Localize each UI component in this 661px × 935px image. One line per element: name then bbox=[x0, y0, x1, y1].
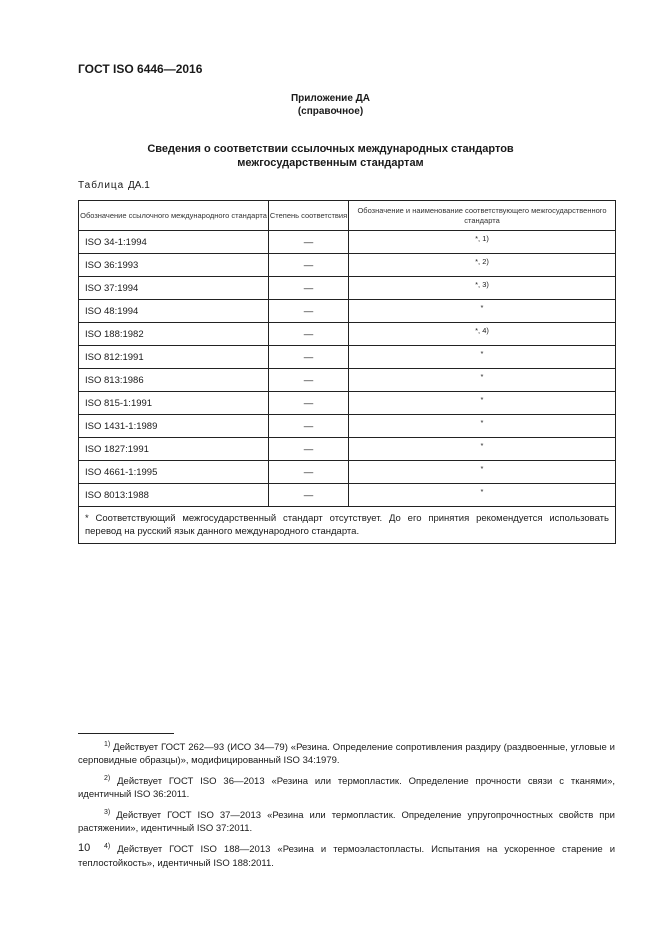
degree-cell: — bbox=[269, 323, 349, 346]
table-row bbox=[79, 369, 616, 392]
footnote-mark: 2) bbox=[104, 775, 111, 783]
table-row bbox=[79, 415, 616, 438]
standard-cell: ISO 8013:1988 bbox=[79, 484, 269, 507]
footnote bbox=[78, 772, 615, 801]
standard-cell: ISO 812:1991 bbox=[79, 346, 269, 369]
equivalent-cell: * bbox=[349, 484, 616, 507]
equivalent-cell: * bbox=[349, 300, 616, 323]
table-row bbox=[79, 231, 616, 254]
appendix-title: Приложение ДА bbox=[290, 93, 371, 104]
footnote bbox=[78, 840, 615, 869]
equivalent-cell: * bbox=[349, 369, 616, 392]
footnote-text: Действует ГОСТ ISO 188—2013 «Резина и термоэластопласты. Испытания на ускоренное старение и теплостойкость», идентичный ISO 188:2011. bbox=[78, 844, 616, 869]
appendix-subtitle: (справочное) bbox=[297, 106, 364, 117]
equivalent-cell: *, 2) bbox=[349, 254, 616, 277]
table-caption-number: ДА.1 bbox=[128, 180, 150, 191]
standard-cell: ISO 48:1994 bbox=[79, 300, 269, 323]
table-row bbox=[79, 300, 616, 323]
equivalent-cell: * bbox=[349, 392, 616, 415]
standard-cell: ISO 188:1982 bbox=[79, 323, 269, 346]
degree-cell: — bbox=[269, 484, 349, 507]
degree-cell: — bbox=[269, 254, 349, 277]
standards-table bbox=[78, 200, 616, 544]
degree-cell: — bbox=[269, 277, 349, 300]
standard-cell: ISO 4661-1:1995 bbox=[79, 461, 269, 484]
footnote-divider bbox=[78, 733, 174, 734]
equivalent-cell: *, 4) bbox=[349, 323, 616, 346]
footnotes bbox=[78, 738, 615, 875]
footnote-text: Действует ГОСТ ISO 36—2013 «Резина или термопластик. Определение прочности связи с тканями», идентичный ISO 36:2011. bbox=[78, 776, 615, 801]
header-degree-of-conformity: Степень соответствия bbox=[269, 201, 349, 231]
document-code: ГОСТ ISO 6446—2016 bbox=[78, 62, 203, 76]
table-row bbox=[79, 346, 616, 369]
page-number: 10 bbox=[78, 842, 91, 854]
standard-cell: ISO 1827:1991 bbox=[79, 438, 269, 461]
standard-cell: ISO 37:1994 bbox=[79, 277, 269, 300]
standard-cell: ISO 1431-1:1989 bbox=[79, 415, 269, 438]
equivalent-cell: *, 1) bbox=[349, 231, 616, 254]
degree-cell: — bbox=[269, 438, 349, 461]
table-row bbox=[79, 323, 616, 346]
degree-cell: — bbox=[269, 369, 349, 392]
equivalent-cell: * bbox=[349, 438, 616, 461]
degree-cell: — bbox=[269, 415, 349, 438]
equivalent-cell: * bbox=[349, 346, 616, 369]
header-international-standard: Обозначение ссылочного международного стандарта bbox=[79, 201, 269, 231]
standard-cell: ISO 813:1986 bbox=[79, 369, 269, 392]
table-caption bbox=[78, 180, 150, 191]
degree-cell: — bbox=[269, 461, 349, 484]
standard-cell: ISO 815-1:1991 bbox=[79, 392, 269, 415]
standard-cell: ISO 34-1:1994 bbox=[79, 231, 269, 254]
table-note: * Соответствующий межгосударственный стандарт отсутствует. До его принятия рекомендуется использовать перевод на русский язык данного международного стандарта. bbox=[79, 507, 616, 544]
table-row bbox=[79, 392, 616, 415]
degree-cell: — bbox=[269, 231, 349, 254]
header-interstate-standard: Обозначение и наименование соответствующего межгосударственного стандарта bbox=[349, 201, 616, 231]
table-row bbox=[79, 438, 616, 461]
degree-cell: — bbox=[269, 392, 349, 415]
table-caption-label: Таблица bbox=[78, 180, 125, 191]
footnote-mark: 1) bbox=[104, 741, 111, 748]
table-row bbox=[79, 484, 616, 507]
table-row bbox=[79, 461, 616, 484]
standard-cell: ISO 36:1993 bbox=[79, 254, 269, 277]
equivalent-cell: * bbox=[349, 415, 616, 438]
degree-cell: — bbox=[269, 300, 349, 323]
footnote-text: Действует ГОСТ ISO 37—2013 «Резина или термопластик. Определение упругопрочностных свойств при растяжении», идентичный ISO 37:2011. bbox=[78, 810, 615, 835]
table-header-row bbox=[79, 201, 616, 231]
footnote-mark: 3) bbox=[104, 809, 111, 817]
section-heading-line-2: межгосударственным стандартам bbox=[237, 157, 424, 169]
degree-cell: — bbox=[269, 346, 349, 369]
section-heading-line-1: Сведения о соответствии ссылочных международных стандартов bbox=[147, 143, 514, 155]
equivalent-cell: * bbox=[349, 461, 616, 484]
footnote-mark: 4) bbox=[104, 843, 111, 851]
table-row bbox=[79, 254, 616, 277]
footnote bbox=[78, 806, 615, 835]
footnote bbox=[78, 738, 615, 767]
table-row bbox=[79, 277, 616, 300]
footnote-text: Действует ГОСТ 262—93 (ИСО 34—79) «Резина. Определение сопротивления раздиру (раздвоенные, угловые и серповидные образцы)», модифицированный ISO 34:1979. bbox=[78, 742, 615, 767]
equivalent-cell: *, 3) bbox=[349, 277, 616, 300]
table-note-row bbox=[79, 507, 616, 544]
